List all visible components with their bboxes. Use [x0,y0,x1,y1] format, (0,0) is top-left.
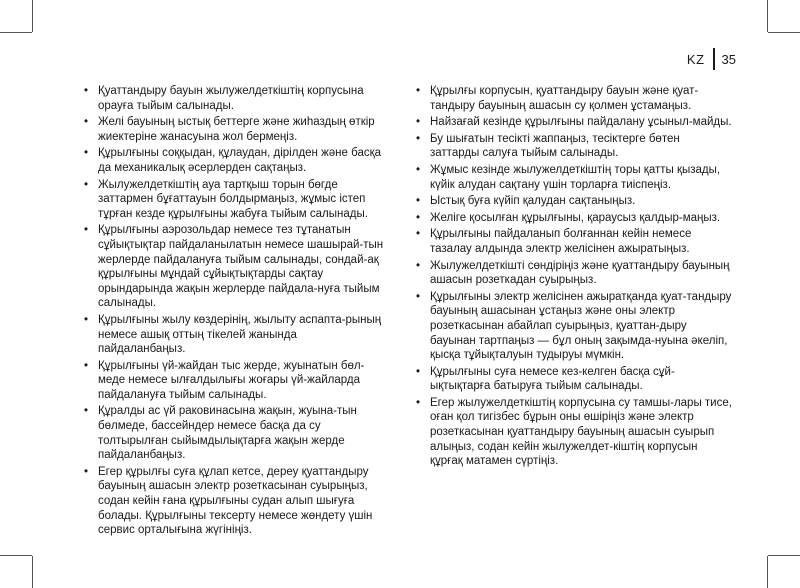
list-item: • Желіге қосылған құрылғыны, қараусыз қалдыр-маңыз. [416,211,732,226]
header-divider [713,48,715,70]
left-column [84,84,384,540]
right-bullet-list [416,84,732,469]
list-item: • Жұмыс кезінде жылужелдеткіштің торы қатты қызады, күйік алудан сақтану үшін торларға тиіспеңіз. [416,163,732,192]
crop-mark-top-right-h [768,32,800,33]
list-item: • Құрылғыны электр желісінен ажыратқанда қуат-тандыру бауының ашасынан ұстаңыз және оны электр розеткасынан абайлап суырыңыз, қуаттан-дыру бауынан тартпаңыз — бұл оның зақымда-нуына әкеліп, қысқа тұйықталуын тудыруы мүмкін. [416,290,732,363]
list-item: • Құрылғыны аэрозольдар немесе тез тұтанатын сұйықтықтар пайдаланылатын немесе шашырай-тын жерлерде пайдалануға тыйым салынады, сондай-ақ құрылғыны мұндай сұйықтықтарды сақтау орындарында жақын жерлерде пайдала-нуға тыйым салынады. [84,223,384,311]
list-item: • Құрылғыны жылу көздерінің, жылыту аспапта-рының немесе ашық оттың тікелей жанында пайдаланбаңыз. [84,313,384,357]
list-item: • Құрылғыны соққыдан, құлаудан, дірілден және басқа да механикалық әсерлерден сақтаңыз. [84,146,384,175]
crop-mark-bottom-left-h [0,555,32,556]
crop-mark-bottom-right [767,556,768,588]
list-item: • Құрылғыны пайдаланып болғаннан кейін немесе тазалау алдында электр желісінен ажыратыңыз. [416,227,732,256]
list-item: • Құрылғы корпусын, қуаттандыру бауын және қуат-тандыру бауының ашасын су қолмен ұстамаңыз. [416,84,732,113]
page-number: 35 [721,51,736,67]
list-item: • Құрылғыны суға немесе кез-келген басқа сұй-ықтықтарға батыруға тыйым салынады. [416,365,732,394]
list-item: • Найзағай кезінде құрылғыны пайдалану ұсыныл-майды. [416,115,732,130]
crop-mark-top-left-h [0,32,32,33]
list-item: • Жылужелдеткішті сөндіріңіз және қуаттандыру бауының ашасын розеткадан суырыңыз. [416,259,732,288]
list-item: • Қуаттандыру бауын жылужелдеткіштің корпусына орауға тыйым салынады. [84,84,384,113]
list-item: • Құрылғыны үй-жайдан тыс жерде, жуынатын бөл-меде немесе ылғалдылығы жоғары үй-жайларда пайдалануға тыйым салынады. [84,359,384,403]
list-item: • Егер құрылғы суға құлап кетсе, дереу қуаттандыру бауының ашасын электр розеткасынан суырыңыз, содан кейін ғана құрылғыны судан алып шығуға болады. Құрылғыны тексерту немесе жөндету үшін сервис орталығына жүгініңіз. [84,465,384,538]
list-item: • Ыстық буға күйіп қалудан сақтаныңыз. [416,194,732,209]
list-item: • Желі бауының ыстық беттерге және жиһаздың өткір жиектеріне жанасуына жол бермеңіз. [84,115,384,144]
crop-mark-top-right [767,0,768,32]
right-column [416,84,732,471]
left-bullet-list [84,84,384,538]
crop-mark-bottom-left [32,556,33,588]
list-item: • Жылужелдеткіштің ауа тартқыш торын бөгде заттармен бұғаттауын болдырмаңыз, жұмыс істеп тұрған кезде құрылғыны жабуға тыйым салынады. [84,178,384,222]
page-header [687,48,736,70]
crop-mark-top-left [32,0,33,32]
language-code: KZ [686,51,705,67]
list-item: • Бу шығатын тесікті жаппаңыз, тесіктерге бөтен заттарды салуға тыйым салынады. [416,132,732,161]
crop-mark-bottom-right-h [768,555,800,556]
list-item: • Егер жылужелдеткіштің корпусына су тамшы-лары тисе, оған қол тигізбес бұрын оны өшіріңіз және электр розеткасынан қуаттандыру бауының ашасын суырып алыңыз, содан кейін жылужелдет-кіштің корпусын құрғақ матамен сүртіңіз. [416,396,732,469]
list-item: • Құралды ас үй раковинасына жақын, жуына-тын бөлмеде, бассейндер немесе басқа да су толтырылған сыйымдылықтарға жақын жерде пайдаланбаңыз. [84,404,384,462]
